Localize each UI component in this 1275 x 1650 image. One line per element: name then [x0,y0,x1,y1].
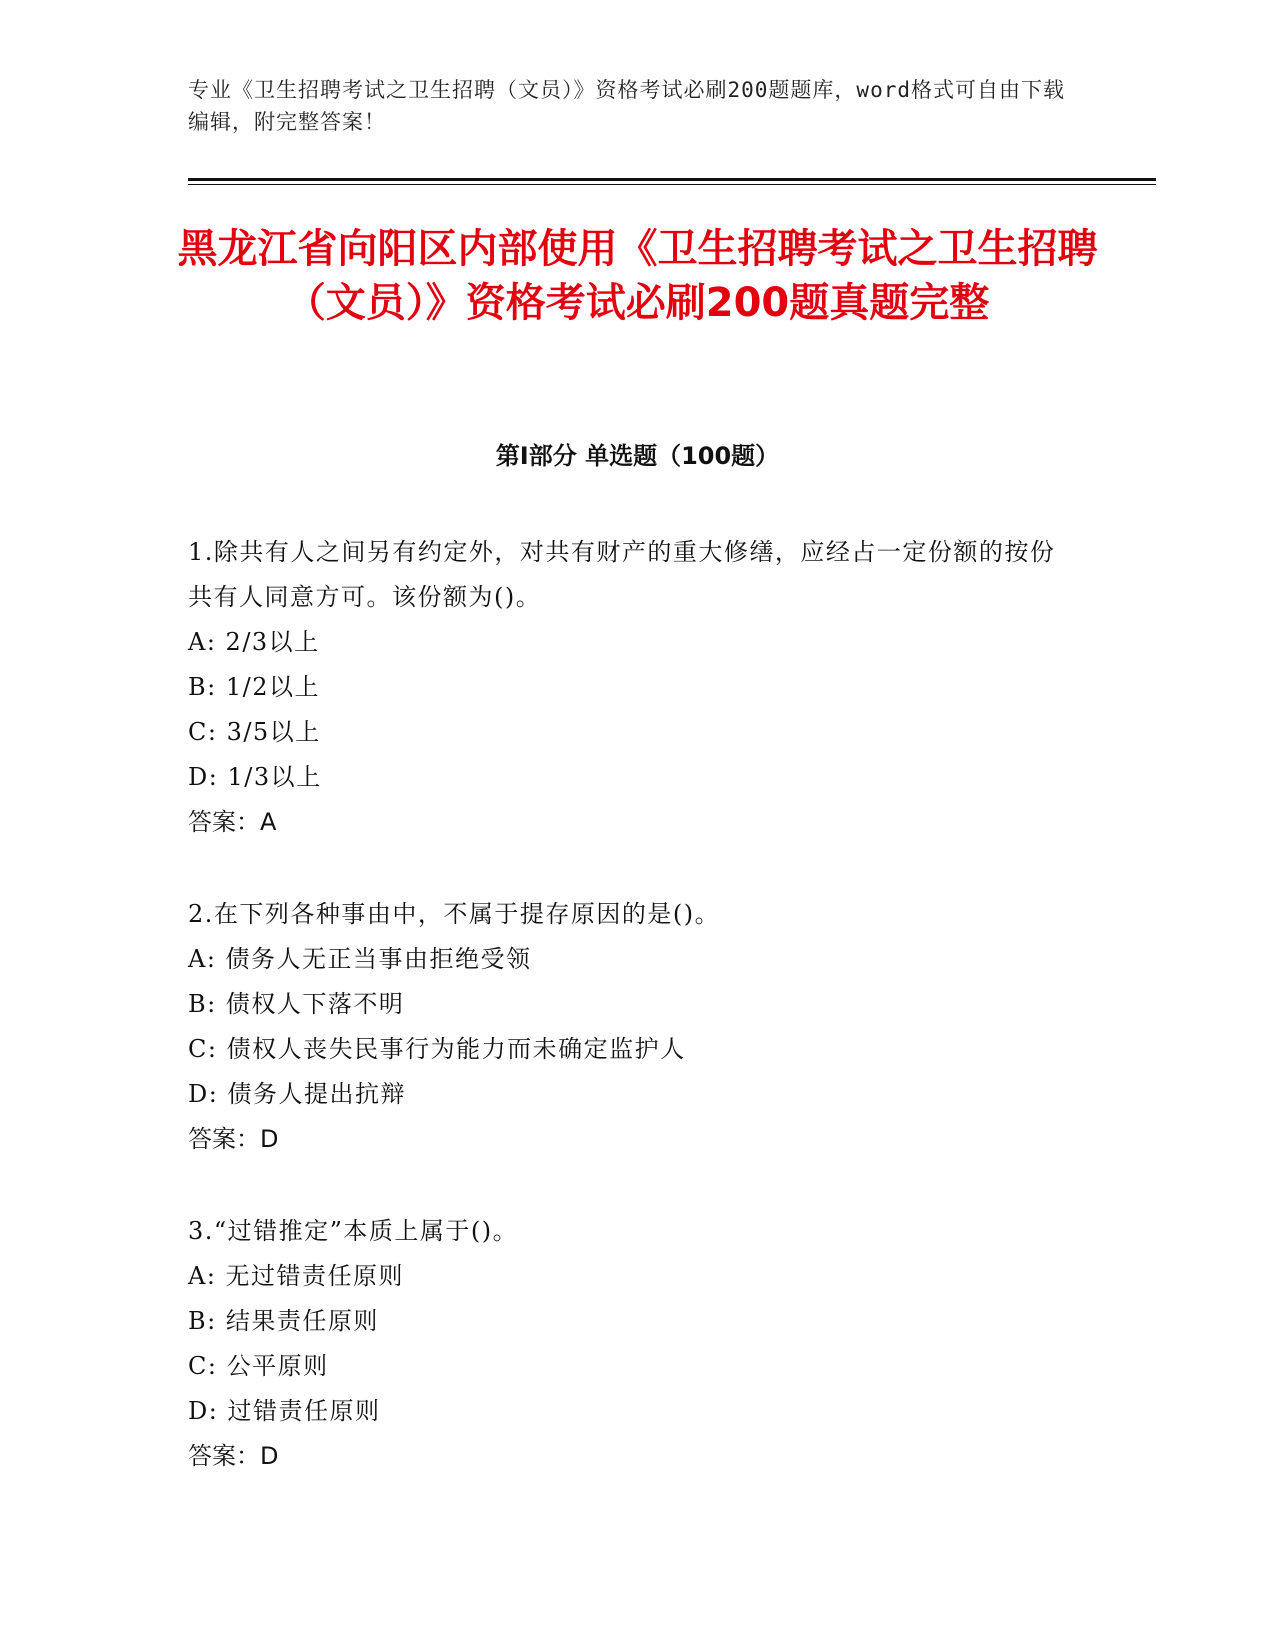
option-a: A: 无过错责任原则 [188,1262,405,1290]
option-a: A: 2/3以上 [188,628,320,656]
question-list [188,530,1068,1479]
answer-label: 答案：D [188,1125,279,1153]
option-d: D: 1/3以上 [188,763,322,791]
question-spacer [188,845,1068,892]
question-spacer [188,1162,1068,1209]
question-2 [188,892,1068,1162]
option-c: C: 债权人丧失民事行为能力而未确定监护人 [188,1035,686,1063]
option-b: B: 结果责任原则 [188,1307,379,1335]
question-text: 3.“过错推定”本质上属于()。 [188,1217,519,1245]
question-text: 1.除共有人之间另有约定外，对共有财产的重大修缮，应经占一定份额的按份共有人同意方可。该份额为()。 [188,538,1056,611]
header-note: 专业《卫生招聘考试之卫生招聘（文员）》资格考试必刷200题题库，word格式可自由下载编辑，附完整答案！ [188,78,1065,134]
option-c: C: 公平原则 [188,1352,329,1380]
header-divider-thin [188,184,1156,185]
option-b: B: 债权人下落不明 [188,990,405,1018]
header-divider-thick [188,178,1156,181]
option-c: C: 3/5以上 [188,718,321,746]
option-d: D: 债务人提出抗辩 [188,1080,406,1108]
section-title: 第I部分 单选题（100题） [495,442,780,470]
question-1 [188,530,1068,845]
option-d: D: 过错责任原则 [188,1397,381,1425]
answer-label: 答案：A [188,808,277,836]
option-a: A: 债务人无正当事由拒绝受领 [188,945,532,973]
option-b: B: 1/2以上 [188,673,320,701]
document-title: 黑龙江省向阳区内部使用《卫生招聘考试之卫生招聘（文员）》资格考试必刷200题真题完整 [177,226,1098,326]
answer-label: 答案：D [188,1442,279,1470]
question-3 [188,1209,1068,1479]
question-text: 2.在下列各种事由中，不属于提存原因的是()。 [188,900,721,928]
